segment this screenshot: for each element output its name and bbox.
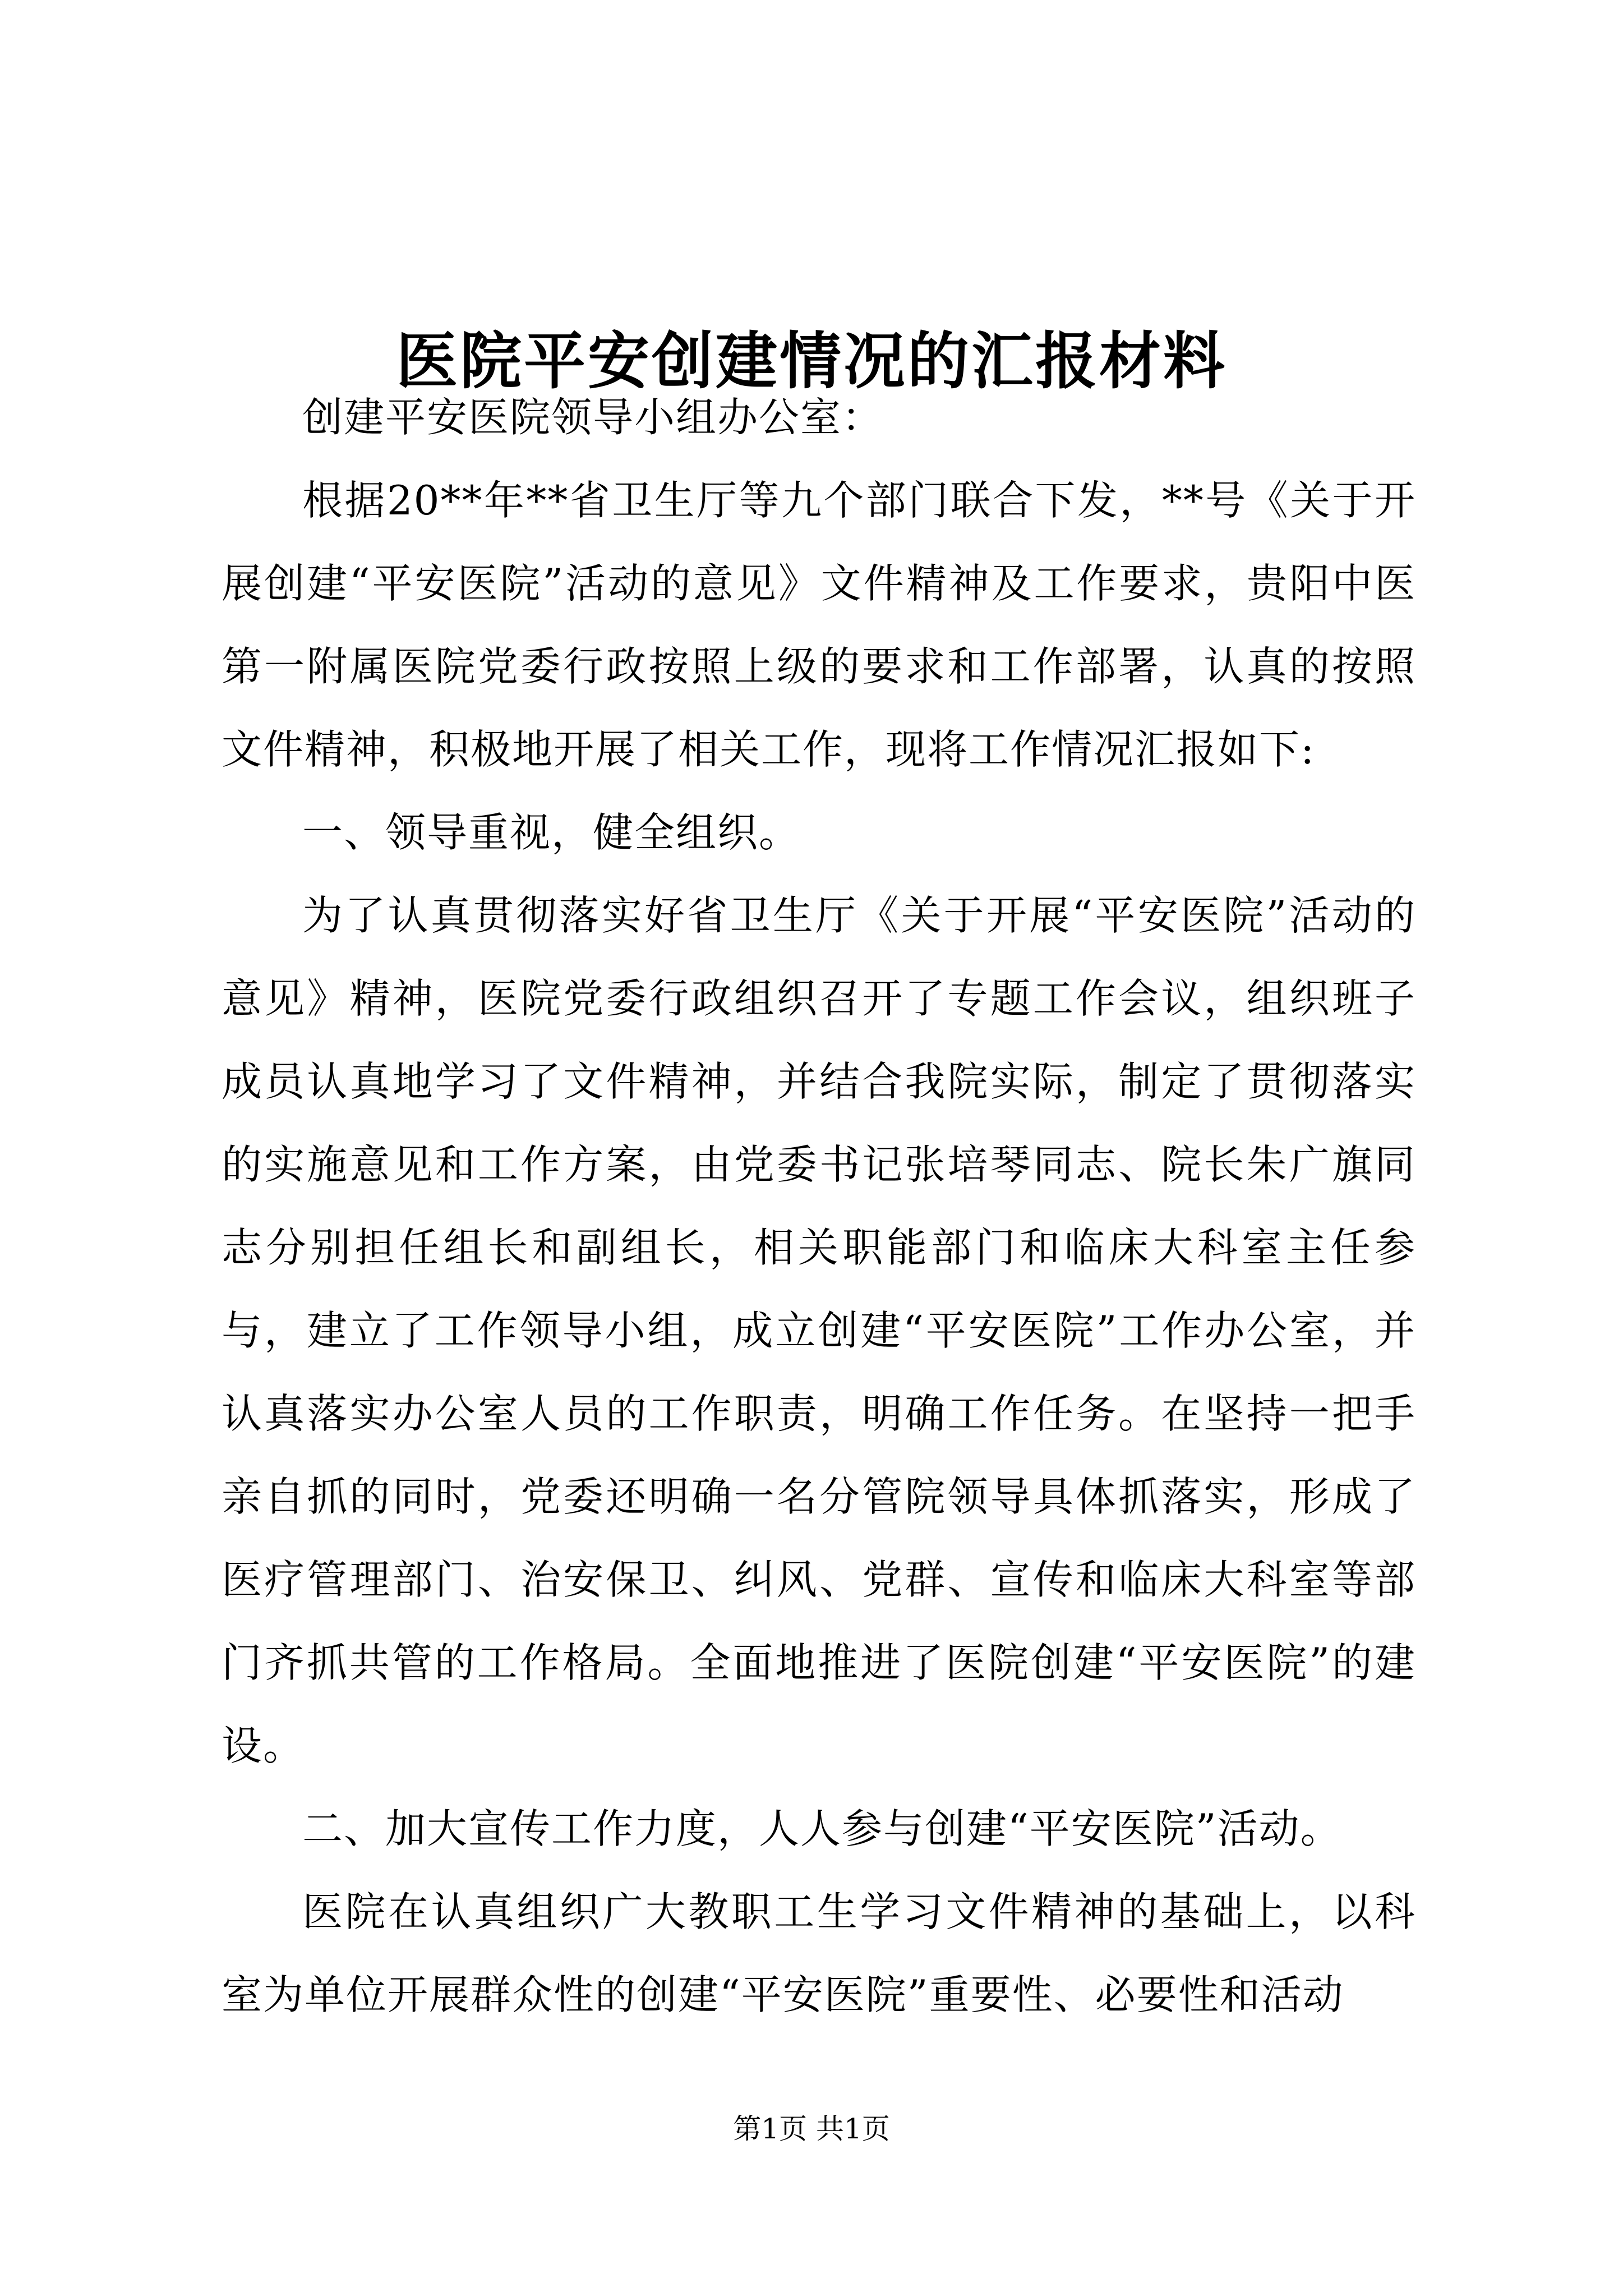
section-1-paragraph: 为了认真贯彻落实好省卫生厅《关于开展“平安医院”活动的意见》精神，医院党委行政组织召开了专题工作会议，组织班子成员认真地学习了文件精神，并结合我院实际，制定了贯彻落实的实施意见和工作方案，由党委书记张培琴同志、院长朱广旗同志分别担任组长和副组长，相关职能部门和临床大科室主任参与，建立了工作领导小组，成立创建“平安医院”工作办公室，并认真落实办公室人员的工作职责，明确工作任务。在坚持一把手亲自抓的同时，党委还明确一名分管院领导具体抓落实，形成了医疗管理部门、治安保卫、纠风、党群、宣传和临床大科室等部门齐抓共管的工作格局。全面地推进了医院创建“平安医院”的建设。 xyxy=(222,892,1416,1769)
section-heading-2: 二、加大宣传工作力度，人人参与创建“平安医院”活动。 xyxy=(302,1805,1342,1852)
document-title: 医院平安创建情况的汇报材料 xyxy=(396,324,1227,397)
salutation: 创建平安医院领导小组办公室： xyxy=(302,394,884,441)
document-body xyxy=(222,376,1416,2036)
intro-paragraph: 根据20**年**省卫生厅等九个部门联合下发，**号《关于开展创建“平安医院”活动的意见》文件精神及工作要求，贵阳中医第一附属医院党委行政按照上级的要求和工作部署，认真的按照文件精神，积极地开展了相关工作，现将工作情况汇报如下: xyxy=(222,477,1416,773)
section-2-paragraph: 医院在认真组织广大教职工生学习文件精神的基础上，以科室为单位开展群众性的创建“平安医院”重要性、必要性和活动 xyxy=(222,1888,1416,2018)
page-footer: 第1页 共1页 xyxy=(733,2113,890,2145)
section-heading-1: 一、领导重视，健全组织。 xyxy=(302,809,801,856)
